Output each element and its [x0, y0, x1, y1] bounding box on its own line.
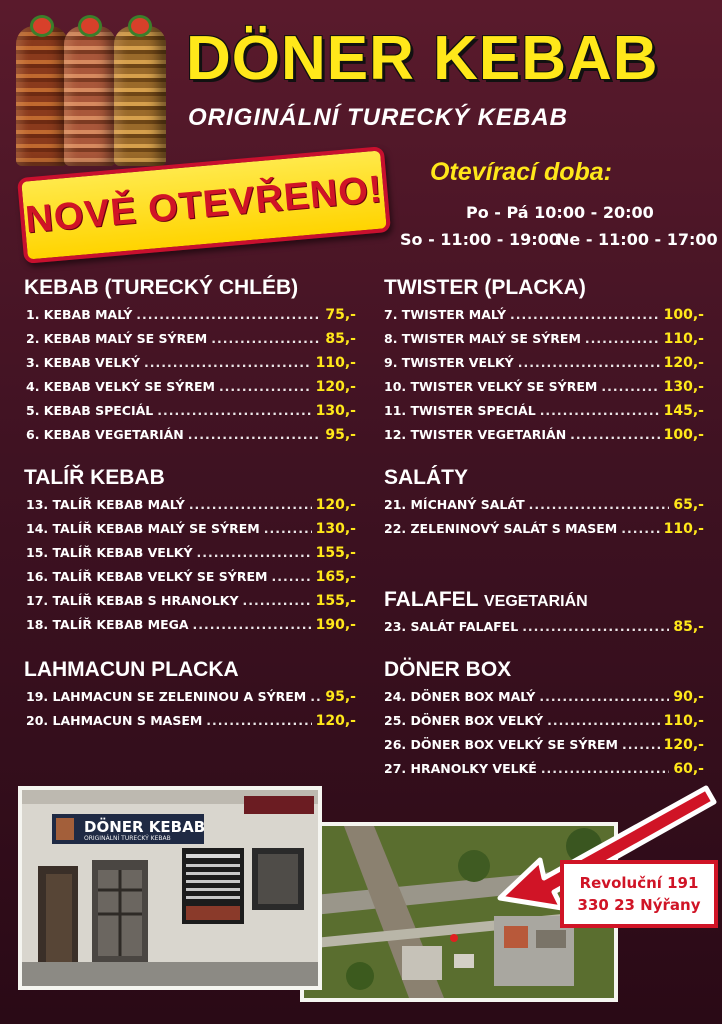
- falafel-title: FALAFEL: [384, 588, 479, 611]
- menu-item: [26, 427, 356, 451]
- storefront-sign-title: DÖNER KEBAB: [84, 818, 206, 836]
- menu-item: [26, 593, 356, 617]
- menu-list-kebab: [26, 307, 356, 451]
- item-price: 75,-: [325, 307, 356, 323]
- menu-list-talir: [26, 497, 356, 641]
- item-name: 11. TWISTER SPECIÁL: [384, 403, 536, 418]
- menu-item: [26, 617, 356, 641]
- menu-item: [384, 713, 704, 737]
- item-name: 27. HRANOLKY VELKÉ: [384, 761, 537, 776]
- item-name: 26. DÖNER BOX VELKÝ SE SÝREM: [384, 737, 618, 752]
- menu-list-lahmacun: [26, 689, 356, 737]
- menu-list-donerbox: [384, 689, 704, 785]
- item-name: 2. KEBAB MALÝ SE SÝREM: [26, 331, 208, 346]
- address-street: Revoluční 191: [579, 874, 699, 892]
- item-price: 110,-: [315, 355, 356, 371]
- menu-item: [26, 713, 356, 737]
- menu-item: [26, 497, 356, 521]
- menu-item: [384, 737, 704, 761]
- item-price: 100,-: [663, 427, 704, 443]
- kebab-spit-graphic: [64, 26, 116, 166]
- item-price: 100,-: [663, 307, 704, 323]
- page-subtitle: ORIGINÁLNÍ TURECKÝ KEBAB: [188, 104, 569, 131]
- item-name: 8. TWISTER MALÝ SE SÝREM: [384, 331, 581, 346]
- menu-item: [26, 307, 356, 331]
- item-name: 15. TALÍŘ KEBAB VELKÝ: [26, 545, 193, 560]
- menu-item: [384, 379, 704, 403]
- address-city: 330 23 Nýřany: [577, 896, 701, 914]
- menu-item: [26, 403, 356, 427]
- section-title-twister: TWISTER (PLACKA): [384, 276, 586, 299]
- item-price: 120,-: [315, 713, 356, 729]
- item-price: 90,-: [673, 689, 704, 705]
- kebab-spit-graphic: [16, 26, 68, 166]
- item-price: 190,-: [315, 617, 356, 633]
- item-price: 165,-: [315, 569, 356, 585]
- item-name: 23. SALÁT FALAFEL: [384, 619, 519, 634]
- item-price: 155,-: [315, 545, 356, 561]
- hours-saturday: So - 11:00 - 19:00: [400, 230, 560, 249]
- menu-item: [384, 307, 704, 331]
- item-name: 1. KEBAB MALÝ: [26, 307, 133, 322]
- menu-item: [384, 403, 704, 427]
- section-title-lahmacun: LAHMACUN PLACKA: [24, 658, 239, 681]
- item-name: 4. KEBAB VELKÝ SE SÝREM: [26, 379, 215, 394]
- item-price: 65,-: [673, 497, 704, 513]
- item-name: 21. MÍCHANÝ SALÁT: [384, 497, 525, 512]
- item-name: 10. TWISTER VELKÝ SE SÝREM: [384, 379, 598, 394]
- item-price: 130,-: [663, 379, 704, 395]
- item-name: 17. TALÍŘ KEBAB S HRANOLKY: [26, 593, 239, 608]
- menu-item: [384, 521, 704, 545]
- item-price: 95,-: [325, 689, 356, 705]
- menu-item: [26, 331, 356, 355]
- item-price: 155,-: [315, 593, 356, 609]
- item-price: 85,-: [325, 331, 356, 347]
- menu-list-twister: [384, 307, 704, 451]
- menu-item: [26, 379, 356, 403]
- item-price: 110,-: [663, 331, 704, 347]
- kebab-spit-graphic: [114, 26, 166, 166]
- item-name: 18. TALÍŘ KEBAB MEGA: [26, 617, 189, 632]
- menu-item: [384, 497, 704, 521]
- page-title: DÖNER KEBAB: [186, 24, 659, 93]
- menu-item: [384, 427, 704, 451]
- address-box: [560, 860, 718, 928]
- item-price: 145,-: [663, 403, 704, 419]
- section-title-talir: TALÍŘ KEBAB: [24, 466, 165, 489]
- menu-item: [26, 569, 356, 593]
- item-name: 24. DÖNER BOX MALÝ: [384, 689, 536, 704]
- item-name: 25. DÖNER BOX VELKÝ: [384, 713, 544, 728]
- item-name: 6. KEBAB VEGETARIÁN: [26, 427, 184, 442]
- section-title-falafel: [384, 588, 588, 612]
- opening-hours-title: Otevírací doba:: [430, 158, 612, 186]
- item-price: 130,-: [315, 521, 356, 537]
- item-price: 120,-: [663, 737, 704, 753]
- item-price: 130,-: [315, 403, 356, 419]
- item-price: 95,-: [325, 427, 356, 443]
- item-price: 85,-: [673, 619, 704, 635]
- menu-list-salaty: [384, 497, 704, 545]
- falafel-title-suffix: VEGETARIÁN: [483, 593, 588, 610]
- item-price: 120,-: [315, 379, 356, 395]
- menu-item: [26, 521, 356, 545]
- menu-item: [26, 689, 356, 713]
- storefront-sign-subtitle: ORIGINÁLNÍ TURECKÝ KEBAB: [84, 835, 171, 842]
- hours-weekdays: Po - Pá 10:00 - 20:00: [466, 203, 654, 222]
- menu-item: [384, 331, 704, 355]
- menu-item: [26, 545, 356, 569]
- item-name: 3. KEBAB VELKÝ: [26, 355, 141, 370]
- menu-item: [384, 619, 704, 643]
- menu-list-falafel: [384, 619, 704, 643]
- item-price: 120,-: [315, 497, 356, 513]
- item-name: 19. LAHMACUN SE ZELENINOU A SÝREM: [26, 689, 307, 704]
- badge-label: NOVĚ OTEVŘENO!: [23, 167, 385, 242]
- section-title-salaty: SALÁTY: [384, 466, 468, 489]
- storefront-photo: [18, 786, 322, 990]
- item-name: 9. TWISTER VELKÝ: [384, 355, 514, 370]
- menu-item: [384, 689, 704, 713]
- menu-item: [384, 355, 704, 379]
- item-name: 7. TWISTER MALÝ: [384, 307, 506, 322]
- item-name: 13. TALÍŘ KEBAB MALÝ: [26, 497, 185, 512]
- menu-item: [26, 355, 356, 379]
- item-name: 14. TALÍŘ KEBAB MALÝ SE SÝREM: [26, 521, 260, 536]
- item-price: 110,-: [663, 521, 704, 537]
- section-title-kebab: KEBAB (TURECKÝ CHLÉB): [24, 276, 299, 299]
- hours-sunday: Ne - 11:00 - 17:00: [556, 230, 718, 249]
- item-price: 110,-: [663, 713, 704, 729]
- item-name: 16. TALÍŘ KEBAB VELKÝ SE SÝREM: [26, 569, 268, 584]
- item-name: 22. ZELENINOVÝ SALÁT S MASEM: [384, 521, 618, 536]
- item-price: 60,-: [673, 761, 704, 777]
- section-title-donerbox: DÖNER BOX: [384, 658, 512, 681]
- item-name: 12. TWISTER VEGETARIÁN: [384, 427, 567, 442]
- item-name: 20. LAHMACUN S MASEM: [26, 713, 203, 728]
- item-price: 120,-: [663, 355, 704, 371]
- item-name: 5. KEBAB SPECIÁL: [26, 403, 154, 418]
